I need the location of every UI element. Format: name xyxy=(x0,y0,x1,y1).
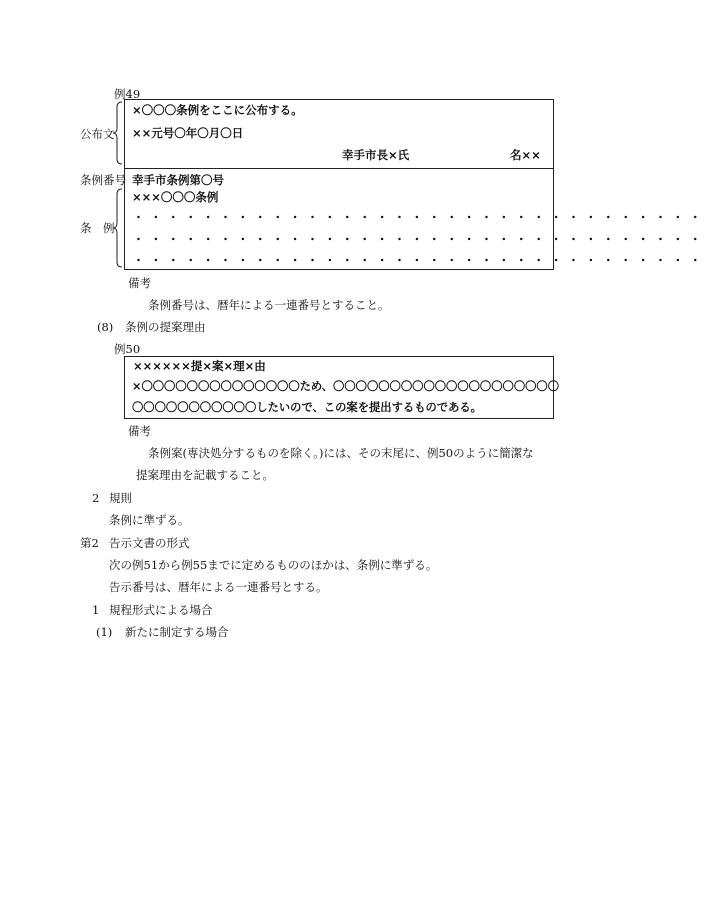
reason-line-2: 〇〇〇〇〇〇〇〇〇〇〇したいので、この案を提出するものである。 xyxy=(132,401,482,414)
remarks-line-2: 提案理由を記載すること。 xyxy=(136,468,274,482)
example-49-label: 例49 xyxy=(114,87,141,101)
item-1-title: 規程形式による場合 xyxy=(109,603,213,617)
dot-row: ・・・・・・・・・・・・・・・・・・・・・・・・・・・・・・・・・ xyxy=(133,254,707,267)
section-2-number: 2 xyxy=(92,491,100,505)
section-2-body: 条例に準ずる。 xyxy=(109,513,190,527)
reason-line-1: ×〇〇〇〇〇〇〇〇〇〇〇〇〇〇ため、〇〇〇〇〇〇〇〇〇〇〇〇〇〇〇〇〇〇〇〇 xyxy=(132,380,560,393)
remarks-heading: 備考 xyxy=(128,424,151,438)
section-8-number: (8) xyxy=(97,320,114,334)
example-49-divider xyxy=(124,168,553,169)
dot-row: ・・・・・・・・・・・・・・・・・・・・・・・・・・・・・・・・・ xyxy=(133,233,707,246)
item-1-1-number: (1) xyxy=(96,625,113,639)
ordinance-number-label: 条例番号 xyxy=(80,173,126,187)
remarks-text: 条例番号は、暦年による一連番号とすること。 xyxy=(148,298,390,312)
remarks-heading: 備考 xyxy=(128,276,151,290)
section-2-title: 規則 xyxy=(109,491,132,505)
section-8-title: 条例の提案理由 xyxy=(125,320,206,334)
article-label: 条 例 xyxy=(80,221,115,235)
ordinance-title: ×××〇〇〇条例 xyxy=(132,190,219,204)
ordinance-number: 幸手市条例第〇号 xyxy=(132,173,224,187)
part-2-title: 告示文書の形式 xyxy=(109,536,190,550)
part-2-number: 第2 xyxy=(80,536,99,550)
proclamation-line: ×〇〇〇条例をここに公布する。 xyxy=(132,103,303,117)
mayor-title: 幸手市長×氏 xyxy=(342,148,410,162)
item-1-1-title: 新たに制定する場合 xyxy=(125,625,229,639)
reason-heading: ××××××提×案×理×由 xyxy=(133,359,266,373)
mayor-name: 名×× xyxy=(510,148,541,162)
remarks-line-1: 条例案(専決処分するものを除く。)には、その末尾に、例50のように簡潔な xyxy=(148,446,534,460)
item-1-number: 1 xyxy=(92,603,100,617)
dot-row: ・・・・・・・・・・・・・・・・・・・・・・・・・・・・・・・・・ xyxy=(133,211,707,224)
part-2-body-2: 告示番号は、暦年による一連番号とする。 xyxy=(109,580,328,594)
proclamation-label: 公布文 xyxy=(80,127,115,141)
example-50-label: 例50 xyxy=(114,342,141,356)
date-line: ××元号〇年〇月〇日 xyxy=(132,126,244,140)
part-2-body-1: 次の例51から例55までに定めるもののほかは、条例に準ずる。 xyxy=(109,558,438,572)
